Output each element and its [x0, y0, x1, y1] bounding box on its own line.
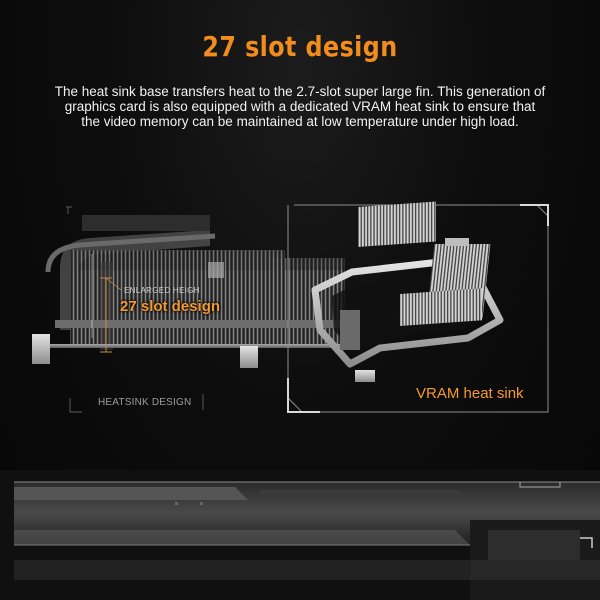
- enlarged-height-label: ENLARGED HEIGH: [124, 286, 200, 295]
- vram-heat-sink-label: VRAM heat sink: [416, 385, 524, 402]
- vram-heatsink: [315, 202, 572, 382]
- page-title: 27 slot design: [202, 30, 398, 63]
- description-line-1: The heat sink base transfers heat to the 2.7-slot super large fin. This generation of: [54, 84, 546, 99]
- description-line-3: the video memory can be maintained at low temperature under high load.: [81, 114, 519, 129]
- heatsink-design-label: HEATSINK DESIGN: [98, 397, 192, 408]
- slot-design-label: 27 slot design: [120, 298, 221, 315]
- decorative-panel: [0, 470, 600, 600]
- description-line-2: graphics card is also equipped with a dedicated VRAM heat sink to ensure that: [64, 99, 536, 114]
